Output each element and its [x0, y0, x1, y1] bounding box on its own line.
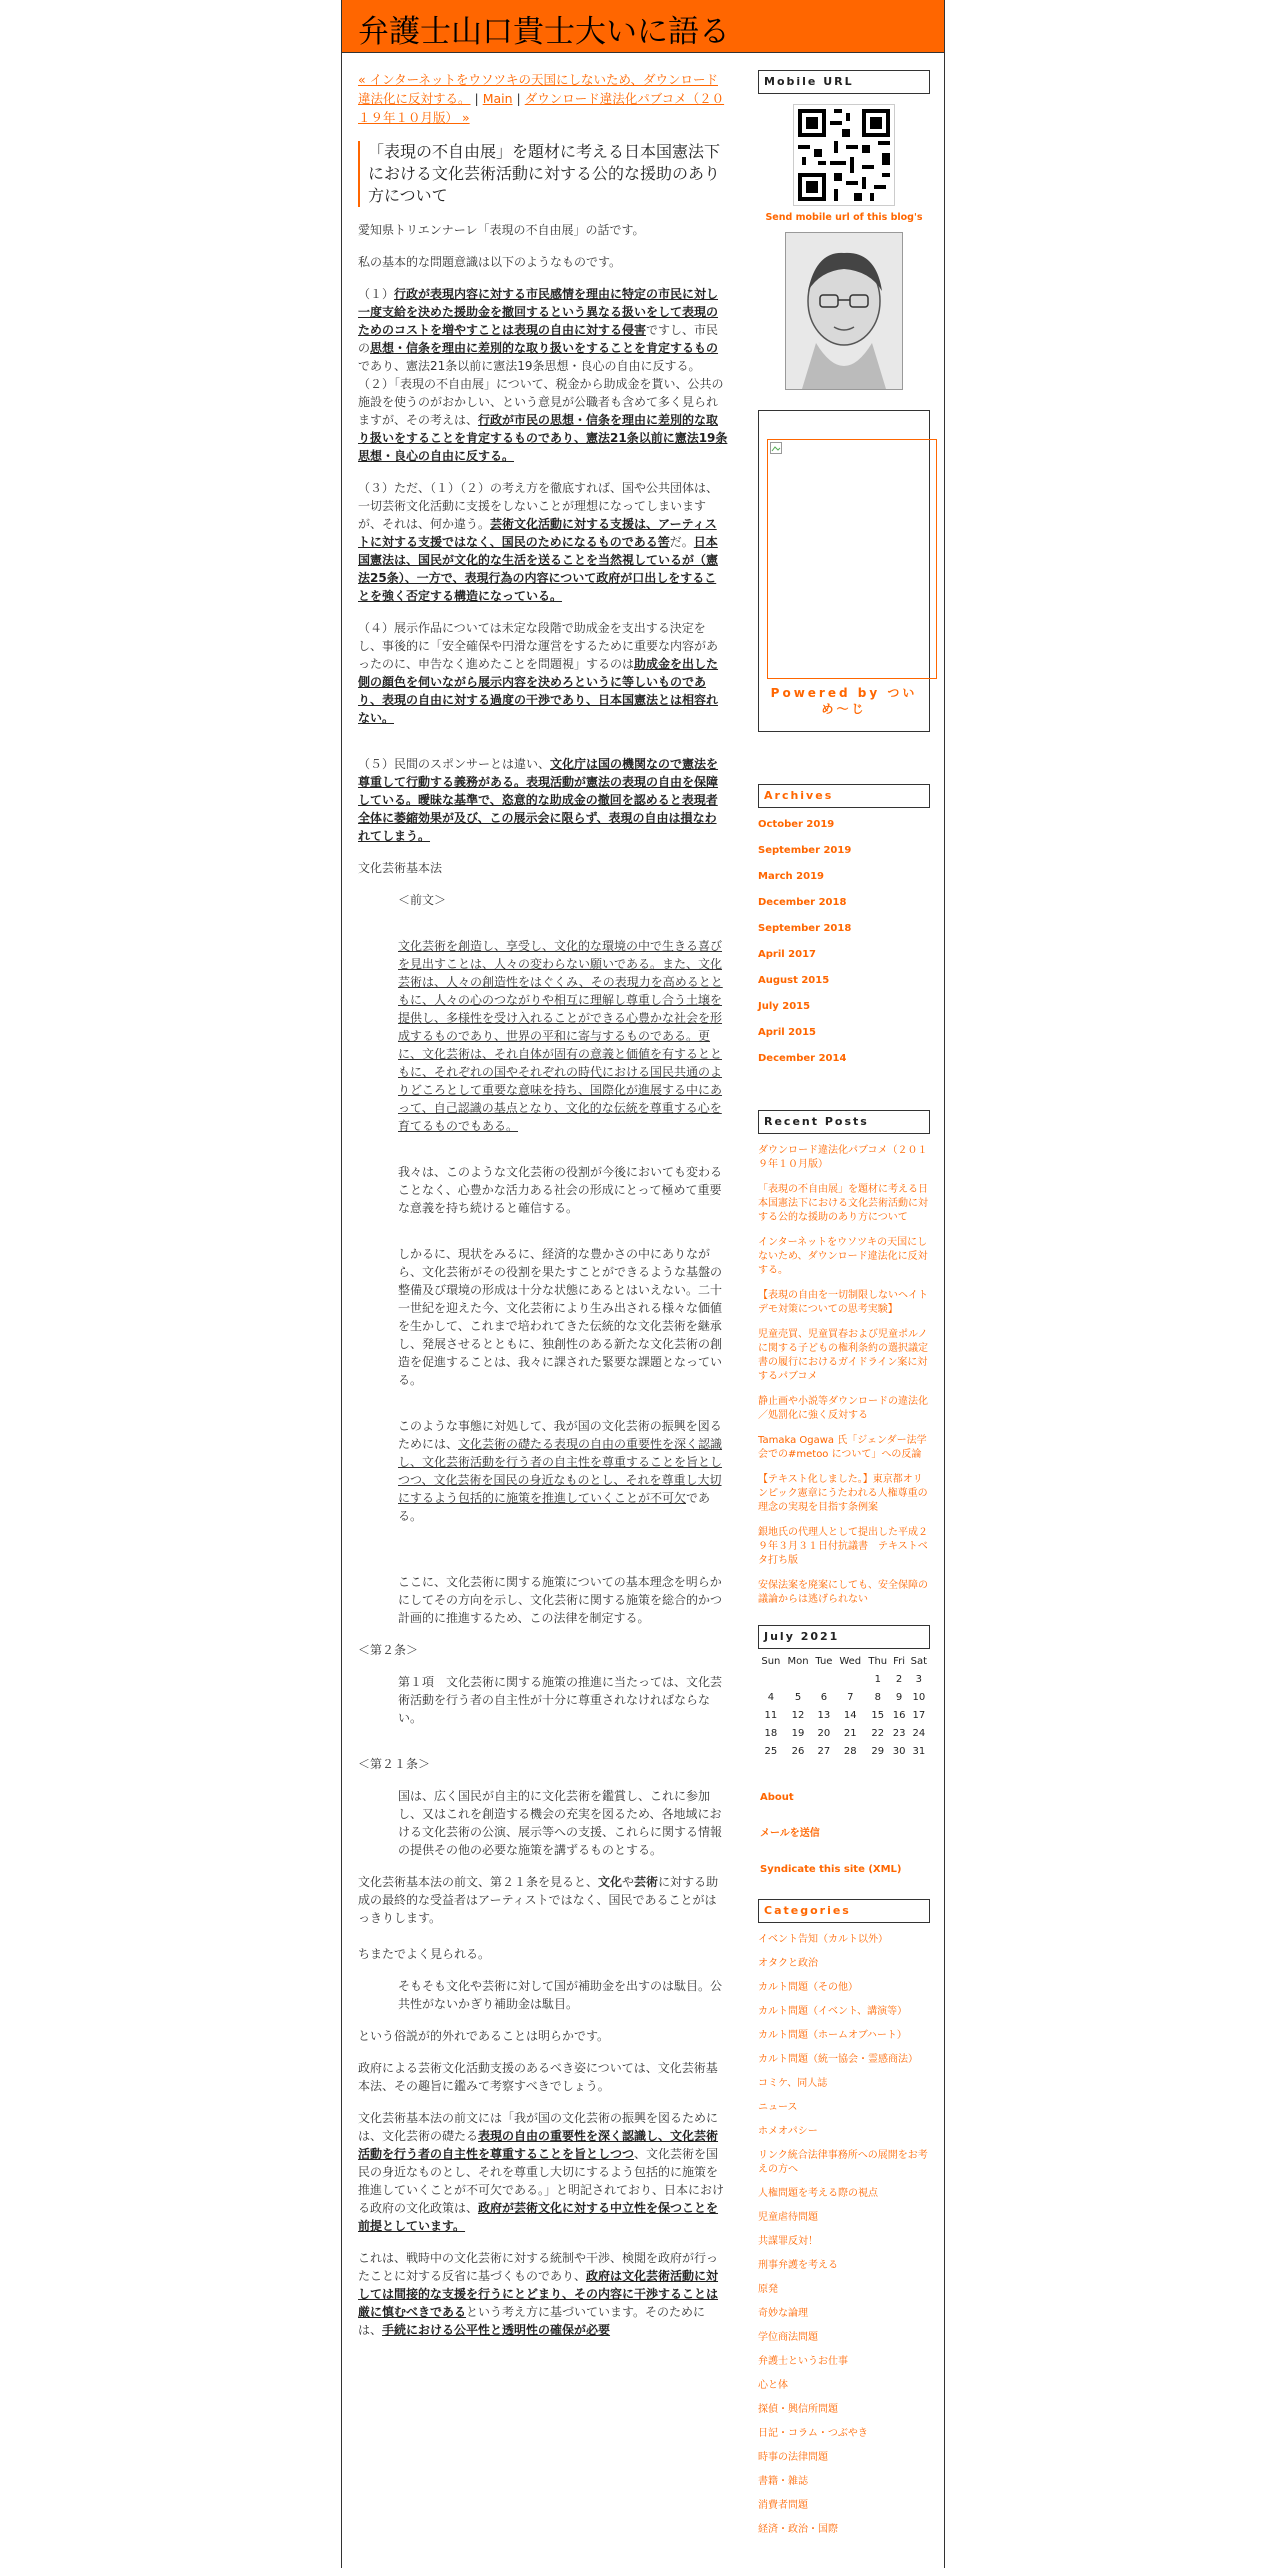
main-content — [358, 70, 728, 2353]
category-link[interactable]: オタクと政治 — [758, 1958, 818, 1969]
archive-link[interactable]: September 2018 — [758, 923, 852, 934]
paragraph: 文化芸術基本法の前文には「我が国の文化芸術の振興を図るためには、文化芸術の礎たる表現の自由の重要性を深く認識し、文化芸術活動を行う者の自主性を尊重することを旨としつつ、文化芸術を国民の身近なものとし、それを尊重し大切にするよう包括的に施策を推進していくことが不可欠である。」と明記されており、日本における政府の文化政策は、政府が芸術文化に対する中立性を保つことを前提としています。 — [358, 2111, 725, 2233]
category-link[interactable]: 刑事弁護を考える — [758, 2260, 838, 2271]
recent-post-link[interactable]: インターネットをウソツキの天国にしないため、ダウンロード違法化に反対する。 — [758, 1237, 928, 1276]
calendar-day: 8 — [874, 1692, 881, 1703]
category-link[interactable]: イベント告知（カルト以外） — [758, 1934, 888, 1945]
next-entry-link[interactable]: ダウンロード違法化パブコメ（２０１９年１０月版） » — [358, 91, 725, 125]
calendar-day-header: Sun — [761, 1656, 781, 1667]
calendar-day-header: Sat — [910, 1656, 928, 1667]
calendar-day: 19 — [791, 1728, 805, 1739]
category-link[interactable]: ニュース — [758, 2102, 798, 2113]
calendar-day: 21 — [843, 1728, 857, 1739]
calendar-day: 20 — [817, 1728, 831, 1739]
category-link[interactable]: 時事の法律問題 — [758, 2452, 828, 2463]
calendar-day-header: Tue — [815, 1656, 833, 1667]
calendar-day: 5 — [794, 1692, 802, 1703]
calendar-day: 3 — [915, 1674, 923, 1685]
calendar-day: 23 — [892, 1728, 906, 1739]
calendar-day: 7 — [847, 1692, 854, 1703]
category-link[interactable]: カルト問題（ホームオブハート） — [758, 2030, 907, 2041]
preamble-paragraph: 我々は、このような文化芸術の役割が今後においても変わることなく、心豊かな活力ある社会の形成にとって極めて重要な意義を持ち続けると確信する。 — [398, 1165, 723, 1215]
calendar-day — [812, 1671, 835, 1689]
archive-link[interactable]: December 2014 — [758, 1053, 847, 1064]
archives-heading: Archives — [758, 784, 930, 808]
archive-link[interactable]: April 2017 — [758, 949, 816, 960]
calendar-day: 27 — [817, 1746, 831, 1757]
article-label: ＜第２条＞ — [358, 1643, 419, 1657]
sidebar — [758, 70, 930, 2547]
calendar-week — [758, 1671, 930, 1689]
recent-post-link[interactable]: 【テキスト化しました。】東京都オリンピック憲章にうたわれる人権尊重の理念の実現を目指す条例案 — [758, 1474, 928, 1513]
broken-image-icon — [767, 439, 937, 679]
recent-post-link[interactable]: 安保法案を廃案にしても、安全保障の議論からは逃げられない — [758, 1580, 928, 1605]
calendar-day — [835, 1671, 865, 1689]
calendar-day-header: Thu — [868, 1656, 888, 1667]
category-link[interactable]: カルト問題（その他） — [758, 1982, 858, 1993]
paragraph: （５）民間のスポンサーとは違い、文化庁は国の機関なので憲法を尊重して行動する義務がある。表現活動が憲法の表現の自由を保障している。曖昧な基準で、恣意的な助成金の撤回を認めると表現者全体に萎縮効果が及び、この展示会に限らず、表現の自由は損なわれてしまう。 — [358, 757, 719, 843]
blog-title[interactable]: 弁護士山口貴士大いに語る — [358, 14, 730, 50]
send-mail-link[interactable]: メールを送信 — [760, 1828, 820, 1839]
paragraph: これは、戦時中の文化芸術に対する統制や干渉、検閲を政府が行ったことに対する反省に基づくものであり、政府は文化芸術活動に対しては間接的な支援を行うにとどまり、その内容に干渉することは厳に慎むべきであるという考え方に基づいています。そのためには、手続における公平性と透明性の確保が必要 — [358, 2251, 719, 2337]
recent-post-link[interactable]: ダウンロード違法化パブコメ（２０１９年１０月版） — [758, 1145, 928, 1170]
category-link[interactable]: 児童虐待問題 — [758, 2212, 818, 2223]
calendar-day: 22 — [871, 1728, 885, 1739]
calendar-day: 16 — [892, 1710, 906, 1721]
category-link[interactable]: 消費者問題 — [758, 2500, 808, 2511]
category-link[interactable]: 人権問題を考える際の視点 — [758, 2188, 878, 2199]
article-text: 第１項 文化芸術に関する施策の推進に当たっては、文化芸術活動を行う者の自主性が十分に尊重されなければならない。 — [398, 1675, 723, 1725]
powered-by-link[interactable]: Powered by ついめ～じ — [770, 686, 918, 716]
archive-link[interactable]: July 2015 — [758, 1001, 811, 1012]
paragraph: ちまたでよく見られる。 — [358, 1947, 491, 1961]
preamble-label: ＜前文＞ — [398, 893, 447, 907]
banner — [342, 0, 944, 53]
calendar-day-header: Fri — [893, 1656, 906, 1667]
archive-link[interactable]: December 2018 — [758, 897, 847, 908]
category-link[interactable]: 日記・コラム・つぶやき — [758, 2428, 868, 2439]
preamble-paragraph: しかるに、現状をみるに、経済的な豊かさの中にありながら、文化芸術がその役割を果たすことができるような基盤の整備及び環境の形成は十分な状態にあるとはいえない。二十一世紀を迎えた今、文化芸術により生み出される様々な価値を生かして、これまで培われてきた伝統的な文化芸術を継承し、発展させるとともに、独創性のある新たな文化芸術の創造を促進することは、我々に課された緊要な課題となっている。 — [398, 1247, 723, 1387]
category-link[interactable]: カルト問題（統一協会・霊感商法） — [758, 2054, 918, 2065]
archives-list — [758, 818, 930, 1066]
paragraph: 私の基本的な問題意識は以下のようなものです。 — [358, 255, 622, 269]
archive-link[interactable]: August 2015 — [758, 975, 830, 986]
recent-post-link[interactable]: 児童売買、児童買春および児童ポルノに関する子どもの権利条約の選択議定書の履行におけるガイドライン案に対するパブコメ — [758, 1329, 928, 1382]
archive-link[interactable]: September 2019 — [758, 845, 852, 856]
calendar-day: 13 — [817, 1710, 831, 1721]
calendar-day: 9 — [895, 1692, 903, 1703]
recent-post-link[interactable]: 「表現の不自由展」を題材に考える日本国憲法下における文化芸術活動に対する公的な援助のあり方について — [758, 1184, 928, 1223]
paragraph: （４）展示作品については未定な段階で助成金を支出する決定をし、事後的に「安全確保や円滑な運営をするために重要な内容があったのに、申告なく進めたことを問題視」するのは助成金を出した側の顔色を伺いながら展示内容を決めろというに等しいものであり、表現の自由に対する過度の干渉であり、日本国憲法とは相容れない。 — [358, 621, 719, 725]
paragraph: （３）ただ、（１）（２）の考え方を徹底すれば、国や公共団体は、一切芸術文化活動に支援をしないことが理想になってしまいますが、それは、何か違う。芸術文化活動に対する支援は、アーティストに対する支援ではなく、国民のためになるものである筈だ。日本国憲法は、国民が文化的な生活を送ることを当然視しているが（憲法25条）、一方で、表現行為の内容について政府が口出しをすることを強く否定する構造になっている。 — [358, 481, 719, 603]
category-link[interactable]: ホメオパシー — [758, 2126, 818, 2137]
calendar-heading: July 2021 — [758, 1625, 930, 1649]
calendar-day: 30 — [892, 1746, 906, 1757]
category-link[interactable]: 書籍・雑誌 — [758, 2476, 808, 2487]
calendar-day: 17 — [912, 1710, 926, 1721]
calendar-day: 15 — [871, 1710, 885, 1721]
calendar — [758, 1653, 930, 1761]
paragraph: 愛知県トリエンナーレ「表現の不自由展」の話です。 — [358, 223, 645, 237]
paragraph: 政府による芸術文化活動支援のあるべき姿については、文化芸術基本法、その趣旨に鑑みて考察すべきでしょう。 — [358, 2061, 718, 2093]
article-label: ＜第２１条＞ — [358, 1757, 431, 1771]
recent-post-link[interactable]: 【表現の自由を一切制限しないヘイトデモ対策についての思考実験】 — [758, 1290, 928, 1315]
category-link[interactable]: 心と体 — [758, 2380, 788, 2391]
calendar-day: 25 — [764, 1746, 778, 1757]
prev-entry-link[interactable]: « インターネットをウソツキの天国にしないため、ダウンロード違法化に反対する。 — [358, 72, 718, 106]
syndicate-link[interactable]: Syndicate this site (XML) — [760, 1864, 902, 1875]
preamble-paragraph: 文化芸術を創造し、享受し、文化的な環境の中で生きる喜びを見出すことは、人々の変わらない願いである。また、文化芸術は、人々の創造性をはぐくみ、その表現力を高めるとともに、人々の心のつながりや相互に理解し尊重し合う土壌を提供し、多様性を受け入れることができる心豊かな社会を形成するものであり、世界の平和に寄与するものである。更に、文化芸術は、それ自体が固有の意義と価値を有するとともに、それぞれの国やそれぞれの時代における国民共通のよりどころとして重要な意味を持ち、国際化が進展する中にあって、自己認識の基点となり、文化的な伝統を尊重する心を育てるものでもある。 — [398, 939, 723, 1133]
recent-post-link[interactable]: 銀地氏の代理人として提出した平成２９年３月３１日付抗議書 テキストベタ打ち版 — [758, 1527, 928, 1566]
law-title: 文化芸術基本法 — [358, 861, 443, 875]
calendar-day-header: Wed — [839, 1656, 862, 1667]
powered-by-box — [758, 410, 930, 732]
calendar-week — [758, 1689, 930, 1707]
calendar-day: 1 — [874, 1674, 881, 1685]
archive-link[interactable]: April 2015 — [758, 1027, 816, 1038]
calendar-day: 12 — [791, 1710, 805, 1721]
categories-heading: Categories — [758, 1899, 930, 1923]
article-text: 国は、広く国民が自主的に文化芸術を鑑賞し、これに参加し、又はこれを創造する機会の充実を図るため、各地域における文化芸術の公演、展示等への支援、これらに関する情報の提供その他の必要な施策を講ずるものとする。 — [398, 1789, 723, 1857]
category-link[interactable]: 弁護士というお仕事 — [758, 2356, 848, 2367]
main-link[interactable]: Main — [482, 91, 513, 106]
avatar-image — [785, 232, 903, 390]
paragraph: 文化芸術基本法の前文、第２１条を見ると、文化や芸術に対する助成の最終的な受益者はアーティストではなく、国民であることがはっきりします。 — [358, 1875, 719, 1925]
category-link[interactable]: リンク統合法律事務所への展開をお考えの方へ — [758, 2150, 928, 2175]
send-mobile-url-link[interactable]: Send mobile url of this blog's — [765, 212, 923, 223]
recent-post-link[interactable]: Tamaka Ogawa 氏「ジェンダー法学会での#metoo について」への反論 — [758, 1435, 927, 1460]
archive-link[interactable]: October 2019 — [758, 819, 835, 830]
category-link[interactable]: 学位商法問題 — [758, 2332, 818, 2343]
category-link[interactable]: 奇妙な論理 — [758, 2308, 808, 2319]
calendar-day — [758, 1671, 784, 1689]
calendar-day: 6 — [820, 1692, 828, 1703]
calendar-day: 26 — [791, 1746, 805, 1757]
preamble-paragraph: このような事態に対処して、我が国の文化芸術の振興を図るためには、文化芸術の礎たる表現の自由の重要性を深く認識し、文化芸術活動を行う者の自主性を尊重することを旨としつつ、文化芸術を国民の身近なものとし、それを尊重し大切にするよう包括的に施策を推進していくことが不可欠である。 — [398, 1419, 723, 1523]
calendar-day: 29 — [871, 1746, 885, 1757]
recent-posts-heading: Recent Posts — [758, 1110, 930, 1134]
calendar-day-header: Mon — [787, 1656, 809, 1667]
qr-code-icon — [793, 104, 895, 206]
recent-post-link[interactable]: 静止画や小説等ダウンロードの違法化／処罰化に強く反対する — [758, 1396, 928, 1421]
calendar-day: 11 — [764, 1710, 778, 1721]
recent-posts-list — [758, 1144, 930, 1607]
quote: そもそも文化や芸術に対して国が補助金を出すのは駄目。公共性がないかぎり補助金は駄目。 — [398, 1979, 723, 2011]
calendar-week — [758, 1707, 930, 1725]
calendar-day: 24 — [912, 1728, 926, 1739]
paragraph: という俗説が的外れであることは明らかです。 — [358, 2029, 610, 2043]
calendar-day: 31 — [912, 1746, 926, 1757]
mobile-url-heading: Mobile URL — [758, 70, 930, 94]
calendar-day — [784, 1671, 813, 1689]
calendar-week — [758, 1725, 930, 1743]
category-link[interactable]: 経済・政治・国際 — [758, 2524, 838, 2535]
about-link[interactable]: About — [760, 1792, 794, 1803]
page-container — [341, 0, 945, 2568]
category-link[interactable]: 原発 — [758, 2284, 778, 2295]
preamble-paragraph: ここに、文化芸術に関する施策についての基本理念を明らかにしてその方向を示し、文化芸術に関する施策を総合的かつ計画的に推進するため、この法律を制定する。 — [398, 1575, 723, 1625]
calendar-day: 4 — [767, 1692, 775, 1703]
paragraph: （２）「表現の不自由展」について、税金から助成金を貰い、公共の施設を使うのがおかしい、という意見が公職者も含めて多く見られますが、その考えは、行政が市民の思想・信条を理由に差別的な取り扱いをすることを肯定するものであり、憲法21条以前に憲法19条思想・良心の自由に反する。 — [358, 377, 728, 463]
category-link[interactable]: カルト問題（イベント、講演等） — [758, 2006, 908, 2017]
calendar-day: 28 — [843, 1746, 857, 1757]
entry-title: 「表現の不自由展」を題材に考える日本国憲法下における文化芸術活動に対する公的な援助のあり方について — [358, 141, 728, 207]
entry-navigation: « インターネットをウソツキの天国にしないため、ダウンロード違法化に反対する。 | Main | ダウンロード違法化パブコメ（２０１９年１０月版） » — [358, 72, 725, 125]
archive-link[interactable]: March 2019 — [758, 871, 824, 882]
category-link[interactable]: 共謀罪反対！ — [758, 2236, 818, 2247]
calendar-day: 2 — [895, 1674, 903, 1685]
calendar-day: 14 — [843, 1710, 857, 1721]
calendar-day: 18 — [764, 1728, 778, 1739]
calendar-day: 10 — [912, 1692, 926, 1703]
category-link[interactable]: コミケ、同人誌 — [758, 2078, 828, 2089]
paragraph: （１）行政が表現内容に対する市民感情を理由に特定の市民に対し一度支給を決めた援助金を撤回するという異なる扱いをして表現のためのコストを増やすことは表現の自由に対する侵害ですし、市民の思想・信条を理由に差別的な取り扱いをすることを肯定するものであり、憲法21条以前に憲法19条思想・良心の自由に反する。 — [358, 287, 719, 373]
calendar-week — [758, 1743, 930, 1761]
categories-list — [758, 1933, 930, 2537]
category-link[interactable]: 探偵・興信所問題 — [758, 2404, 838, 2415]
